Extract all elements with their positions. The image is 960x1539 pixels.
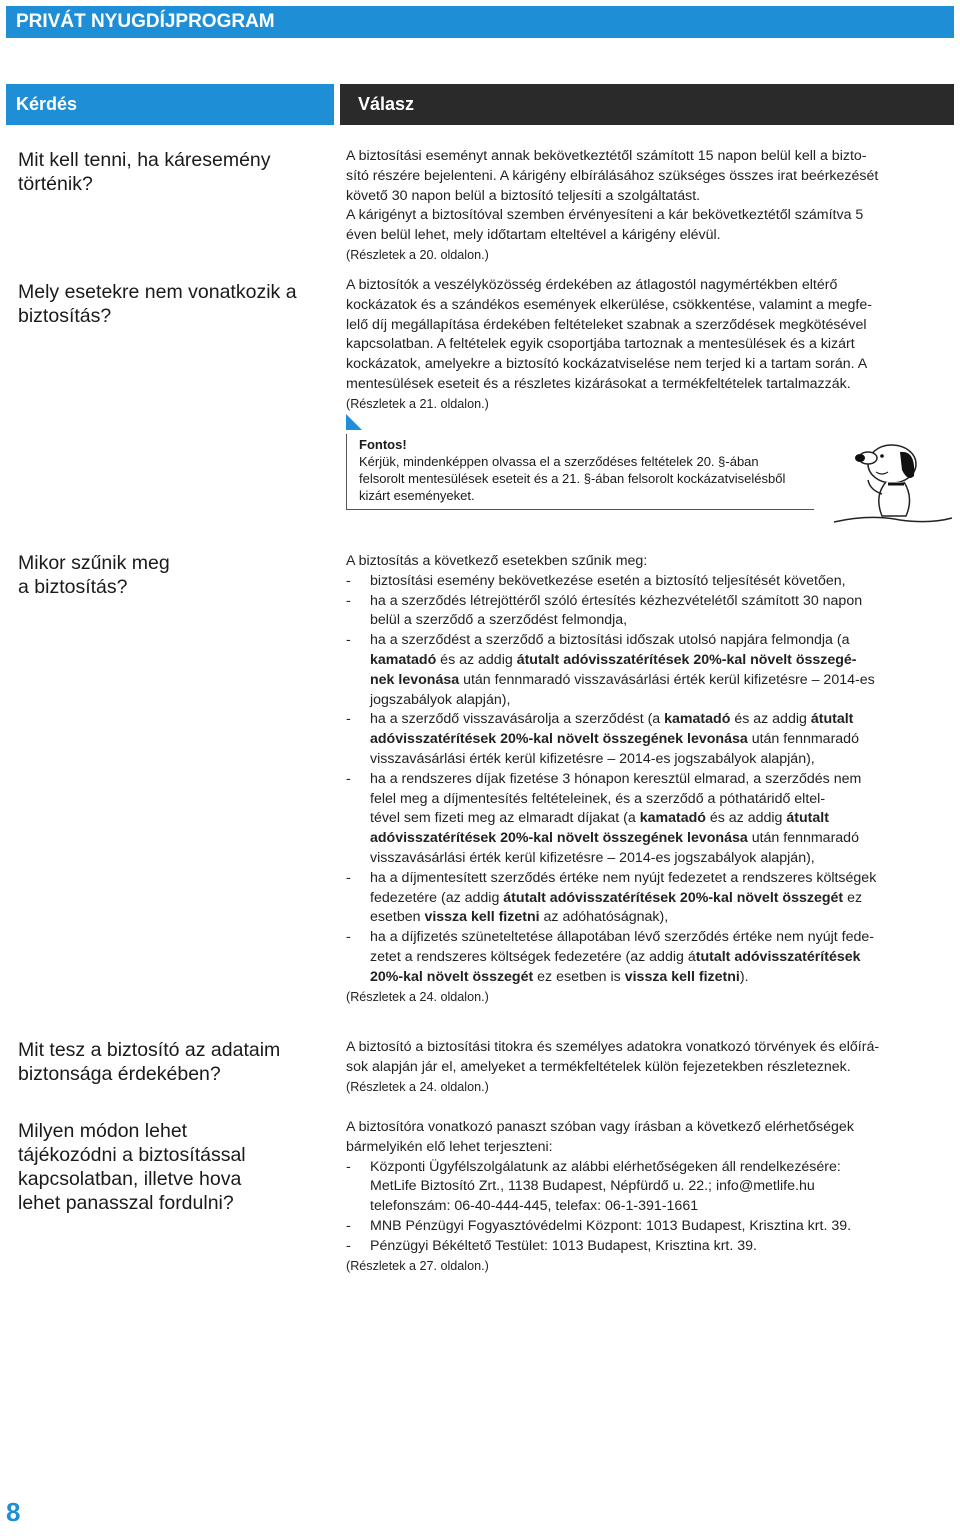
question-line: a biztosítás? xyxy=(18,576,128,598)
list-item xyxy=(346,710,940,769)
text-line: ha a szerződést a szerződő a biztosítási időszak utolsó napjára felmondja (a xyxy=(370,632,850,649)
text-line: ha a díjfizetés szüneteltetése állapotában lévő szerződés értéke nem nyújt fede- xyxy=(370,929,874,946)
text: zetet a rendszeres költségek fedezetére (az addig á xyxy=(370,948,696,965)
list-item-text: Pénzügyi Békéltető Testület: 1013 Budapest, Krisztina krt. 39. xyxy=(370,1237,757,1254)
list-item xyxy=(346,869,940,928)
text: után fennmaradó xyxy=(747,830,859,847)
bold-text: átutalt xyxy=(786,810,829,827)
text: után fennmaradó visszavásárlási érték kerül kifizetésre – 2014-es xyxy=(459,671,875,688)
answer-line: A biztosítóra vonatkozó panaszt szóban vagy írásban a következő elérhetőségek xyxy=(346,1119,854,1135)
cartoon-dog-illustration xyxy=(830,424,956,530)
text-line: MetLife Biztosító Zrt., 1138 Budapest, Népfürdő u. 22.; info@metlife.hu xyxy=(370,1178,815,1195)
text: esetben xyxy=(370,909,425,926)
text: jogszabályok alapján), xyxy=(370,691,511,708)
list-item-text xyxy=(370,631,940,710)
text: ez esetben is xyxy=(533,968,625,985)
answer-complaints xyxy=(346,1118,940,1276)
text: tével sem fizeti meg az elmaradt díjakat (a xyxy=(370,810,640,827)
bold-text: kamatadó xyxy=(664,711,731,728)
text-line: telefonszám: 06-40-444-445, telefax: 06-1-391-1661 xyxy=(370,1198,699,1215)
text-line: ha a díjmentesített szerződés értéke nem nyújt fedezetet a rendszeres költségek xyxy=(370,869,877,886)
list-item-text xyxy=(370,592,940,632)
text: ). xyxy=(739,968,749,985)
question-termination xyxy=(18,551,328,599)
answer-line: A biztosító a biztosítási titokra és személyes adatokra vonatkozó törvények és előírá- xyxy=(346,1039,880,1055)
text: ha a szerződő visszavásárolja a szerződést (a xyxy=(370,711,665,728)
bold-text: kamatadó xyxy=(370,651,437,668)
text: és az addig xyxy=(730,711,811,728)
list-item-text: MNB Pénzügyi Fogyasztóvédelmi Központ: 1013 Budapest, Krisztina krt. 39. xyxy=(370,1217,852,1234)
answer-exclusions xyxy=(346,276,940,415)
text: visszavásárlási érték kerül kifizetésre – 2014-es jogszabályok alapján), xyxy=(370,849,815,866)
question-claim: Mit kell tenni, ha káresemény történik? xyxy=(18,149,271,195)
question-line: Mit tesz a biztosító az adataim xyxy=(18,1039,281,1061)
answer-data-security xyxy=(346,1038,940,1097)
bold-text: 20%-kal növelt összegét xyxy=(370,968,534,985)
answer-termination xyxy=(346,552,940,1007)
list-dash: - xyxy=(346,572,351,589)
list-item xyxy=(346,631,940,710)
bold-text: tutalt adóvisszatérítések xyxy=(695,948,861,965)
note-title: Fontos! xyxy=(359,437,407,452)
question-line: kapcsolatban, illetve hova xyxy=(18,1168,242,1190)
text: és az addig xyxy=(705,810,787,827)
list-item xyxy=(346,572,940,592)
list-item-text xyxy=(370,770,940,869)
text: visszavásárlási érték kerül kifizetésre – 2014-es jogszabályok alapján), xyxy=(370,750,815,767)
page-header-bar xyxy=(6,6,954,38)
answer-line: mentesülések eseteit és a részletes kizárásokat a termékfeltételek tartalmazzák. xyxy=(346,375,851,392)
list-item xyxy=(346,928,940,987)
bold-text: vissza kell fizetni xyxy=(624,968,740,985)
column-header-question: Kérdés xyxy=(6,84,334,125)
list-item xyxy=(346,770,940,869)
answer-line: A kárigényt a biztosítóval szemben érvényesíteni a kár bekövetkeztétől számítva 5 xyxy=(346,207,864,224)
list-dash: - xyxy=(346,929,351,946)
note-corner-marker xyxy=(346,414,362,430)
bold-text: nek levonása xyxy=(370,671,460,688)
answer-line: A biztosítók a veszélyközösség érdekében az átlagostól nagymértékben eltérő xyxy=(346,277,838,293)
bold-text: átutalt adóvisszatérítések 20%-kal növelt összegé- xyxy=(516,651,857,668)
text: ez xyxy=(843,889,863,906)
list-item xyxy=(346,1158,940,1217)
question-line: Milyen módon lehet xyxy=(18,1120,188,1142)
answer-line: követő 30 napon belül a biztosító teljesíti a szolgáltatást. xyxy=(346,187,701,204)
text-line: felel meg a díjmentesítés feltételeinek, és a szerződő a póthatáridő eltel- xyxy=(370,790,826,807)
answer-line: A biztosítási eseményt annak bekövetkeztétől számított 15 napon belül kell a bizto- xyxy=(346,148,867,164)
page-header-title: PRIVÁT NYUGDÍJPROGRAM xyxy=(16,11,275,32)
list-dash: - xyxy=(346,1217,351,1234)
note-line: kizárt eseményeket. xyxy=(359,488,475,503)
list-item-text xyxy=(370,928,940,987)
bold-text: átutalt xyxy=(810,711,854,728)
text-line: ha a rendszeres díjak fizetése 3 hónapon keresztül elmarad, a szerződés nem xyxy=(370,770,862,787)
bold-text: átutalt adóvisszatérítések 20%-kal növelt összegét xyxy=(503,889,844,906)
reference-note: (Részletek a 20. oldalon.) xyxy=(346,247,489,262)
list-dash: - xyxy=(346,711,351,728)
list-dash: - xyxy=(346,632,351,649)
answer-line: kapcsolatban. A feltételek egyik csoportjába tartoznak a mentesülések és a kizárt xyxy=(346,336,855,353)
note-line: felsorolt mentesülések eseteit és a 21. §-ában felsorolt kockázatviselésből xyxy=(359,471,786,486)
answer-line: kockázatok, amelyekre a biztosító kockázatviselése nem terjed ki a tartam során. A xyxy=(346,356,868,373)
list-dash: - xyxy=(346,869,351,886)
list-item-text xyxy=(370,1158,940,1217)
list-item xyxy=(346,1237,940,1257)
list-item xyxy=(346,592,940,632)
question-line: lehet panasszal fordulni? xyxy=(18,1192,234,1214)
text: és az addig xyxy=(436,651,517,668)
bold-text: vissza kell fizetni xyxy=(424,909,540,926)
answer-line: éven belül lehet, mely időtartam elteltével a kárigény elévül. xyxy=(346,227,721,244)
question-line: biztonsága érdekében? xyxy=(18,1063,221,1085)
text-line: Központi Ügyfélszolgálatunk az alábbi elérhetőségeken áll rendelkezésére: xyxy=(370,1158,841,1175)
answer-line: sító részére bejelenteni. A kárigény elbírálásához szükséges összes irat beérkezését xyxy=(346,167,879,184)
list-item-text: biztosítási esemény bekövetkezése esetén a biztosító teljesítését követően, xyxy=(370,572,846,589)
answer-line: bármelyikén elő lehet terjeszteni: xyxy=(346,1138,553,1155)
answer-line: kockázatok és a szándékos események elkerülése, csökkentése, valamint a megfe- xyxy=(346,296,872,313)
list-dash: - xyxy=(346,1158,351,1175)
text: az adóhatóságnak), xyxy=(539,909,669,926)
question-line: tájékozódni a biztosítással xyxy=(18,1144,246,1166)
question-data-security xyxy=(18,1038,328,1086)
list-dash: - xyxy=(346,770,351,787)
reference-note: (Részletek a 24. oldalon.) xyxy=(346,989,489,1004)
question-line: Mikor szűnik meg xyxy=(18,552,170,574)
reference-note: (Részletek a 21. oldalon.) xyxy=(346,396,489,411)
text-line: ha a szerződés létrejöttéről szóló értesítés kézhezvételétől számított 30 napon xyxy=(370,592,863,609)
list-item xyxy=(346,1217,940,1237)
important-note-box xyxy=(346,434,814,510)
answer-line: sok alapján jár el, amelyeket a termékfeltételek külön fejezetekben részleteznek. xyxy=(346,1058,851,1075)
list-item-text xyxy=(370,869,940,928)
bold-text: adóvisszatérítések 20%-kal növelt összegének levonása xyxy=(370,830,748,847)
list-dash: - xyxy=(346,1237,351,1254)
reference-note: (Részletek a 27. oldalon.) xyxy=(346,1258,489,1273)
list-dash: - xyxy=(346,592,351,609)
text-line: belül a szerződő a szerződést felmondja, xyxy=(370,612,628,629)
column-header-answer: Válasz xyxy=(340,84,954,125)
note-line: Kérjük, mindenképpen olvassa el a szerződéses feltételek 20. §-ában xyxy=(359,454,759,469)
reference-note: (Részletek a 24. oldalon.) xyxy=(346,1079,489,1094)
text: fedezetére (az addig xyxy=(370,889,504,906)
bold-text: adóvisszatérítések 20%-kal növelt összegének levonása xyxy=(370,731,748,748)
answer-intro: A biztosítás a következő esetekben szűnik meg: xyxy=(346,553,648,569)
list-item-text xyxy=(370,710,940,769)
text: után fennmaradó xyxy=(747,731,859,748)
bold-text: kamatadó xyxy=(639,810,706,827)
page-number: 8 xyxy=(6,1497,21,1527)
question-complaints xyxy=(18,1119,328,1215)
answer-line: lelő díj megállapítása érdekében feltételeket szabnak a szerződések megkötésével xyxy=(346,316,867,333)
answer-claim xyxy=(346,147,940,266)
question-exclusions: Mely esetekre nem vonatkozik a biztosítás? xyxy=(18,281,297,327)
